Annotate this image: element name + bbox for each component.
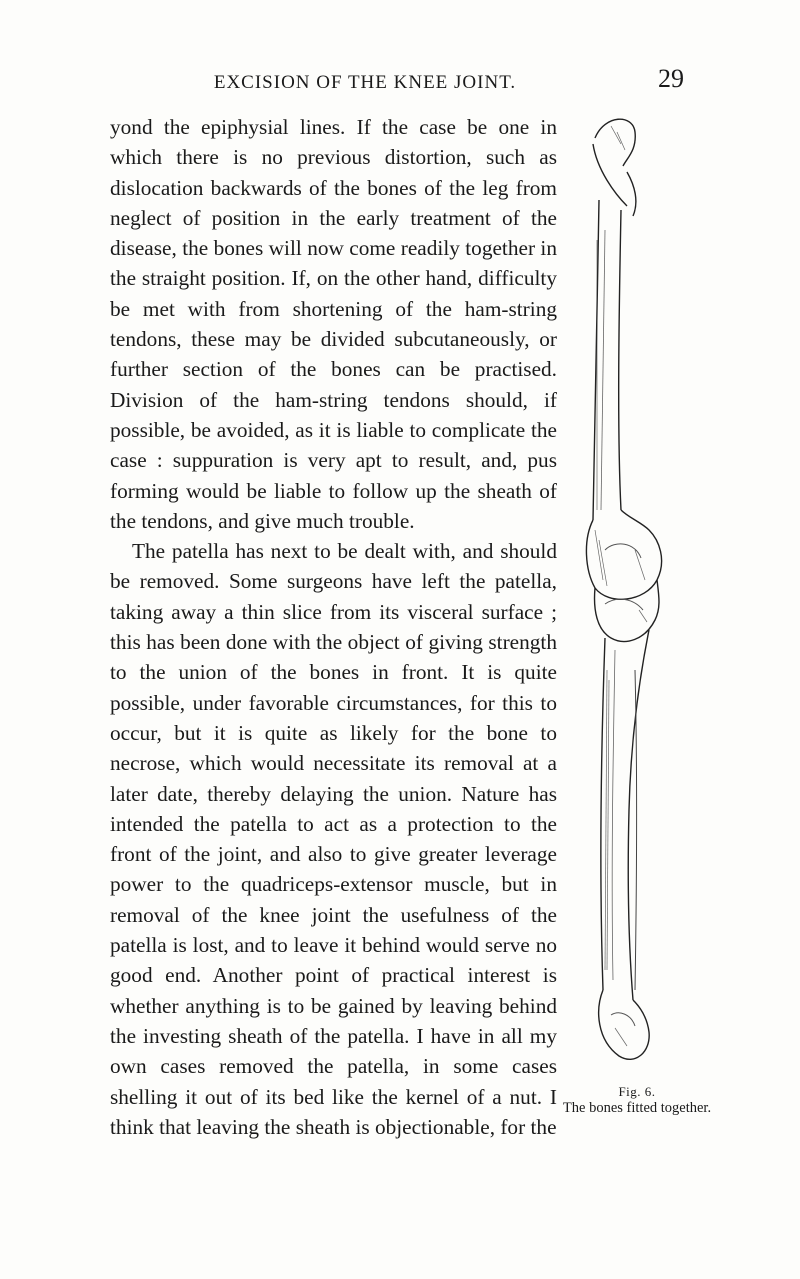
page-number: 29	[658, 64, 684, 93]
femur-tibia-drawing	[575, 110, 695, 1070]
femur-shaft-right	[619, 210, 621, 510]
paragraph: The patella has next to be dealt with, and should be removed. Some surgeons have left the patella, taking away a thin slice from its visceral surface ; this has been done with the object of giving strength to the union of the bones in front. It is quite possible, under favorable circumstances, for this to occur, but it is quite as likely for the bone to necrose, which would necessitate its removal at a later date, thereby delaying the union. Nature has intended the patella to act as a protection to the front of the joint, and also to give greater leverage power to the quadriceps-extensor muscle, but in removal of the knee joint the usefulness of the patella is lost, and to leave it behind would serve no good end. Another point of practical interest is whether anything is to be gained by leaving behind the investing sheath of the patella. I have in all my own cases removed the patella, in some cases shelling it out of its bed like the kernel of a nut. I think that leaving the sheath is objectionable, for the	[110, 539, 557, 1139]
femur-shaft-left	[593, 200, 599, 520]
femur-condyles	[586, 510, 661, 599]
body-text	[110, 112, 557, 1142]
figure-caption-text: The bones fitted together.	[562, 1100, 712, 1116]
tibia-shaft-right	[628, 630, 649, 1000]
ankle-outline	[599, 990, 649, 1059]
figure-label: Fig. 6.	[618, 1084, 656, 1099]
bone-illustration	[575, 110, 695, 1030]
figure-caption	[562, 1084, 712, 1116]
paragraph: yond the epiphysial lines. If the case be one in which there is no previous distortion, such as dislocation backwards of the bones of the leg from neglect of position in the early treatment of the disease, the bones will now come readily together in the straight position. If, on the other hand, difficulty be met with from shortening of the ham-string tendons, these may be divided subcutaneously, or further section of the bones can be practised. Division of the ham-string tendons should, if possible, be avoided, as it is liable to complicate the case : suppuration is very apt to result, and, pus forming would be liable to follow up the sheath of the tendons, and give much trouble.	[110, 115, 557, 533]
tibia-shaft-left	[601, 638, 605, 990]
femur-head-outline	[595, 119, 635, 166]
running-title: EXCISION OF THE KNEE JOINT.	[213, 72, 517, 93]
